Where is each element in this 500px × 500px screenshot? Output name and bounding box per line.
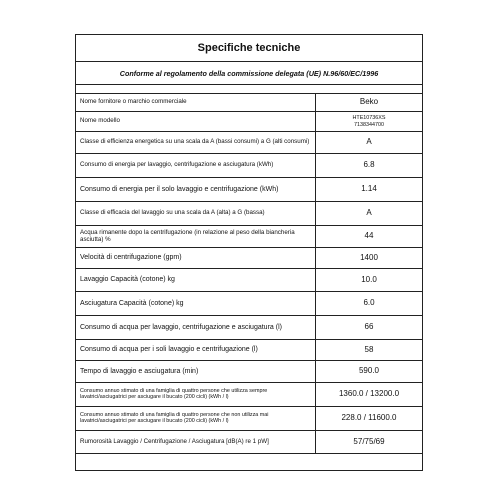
spec-row-supplier: [76, 94, 422, 112]
spec-value: 1.14: [361, 184, 377, 194]
spec-row-energy-class: [76, 132, 422, 154]
spec-row-wash-capacity: [76, 269, 422, 292]
spec-row-dry-capacity: [76, 292, 422, 316]
spec-value: 228.0 / 11600.0: [341, 413, 397, 423]
model-number: 7138344700: [354, 121, 384, 128]
spec-value: 10.0: [361, 274, 377, 284]
spec-row-energy-full: [76, 154, 422, 178]
spec-row-water-full: [76, 316, 422, 340]
spec-label: Tempo di lavaggio e asciugatura (min): [76, 361, 316, 382]
spec-row-annual-with-dryer: [76, 383, 422, 407]
spec-label: Classe di efficacia del lavaggio su una scala da A (alta) a G (bassa): [76, 202, 316, 225]
spec-row-noise: [76, 431, 422, 454]
spec-row-remaining-water: [76, 226, 422, 248]
spec-label: Velocità di centrifugazione (gpm): [76, 248, 316, 268]
spec-value: Beko: [359, 97, 379, 107]
empty-footer-row: [76, 454, 422, 476]
spec-value: 1400: [360, 252, 378, 262]
spec-value: 57/75/69: [353, 436, 385, 446]
sheet-subtitle: Conforme al regolamento della commissione delegata (UE) N.96/60/EC/1996: [76, 62, 422, 85]
spec-row-wash-class: [76, 202, 422, 226]
spec-value: A: [366, 137, 372, 147]
spec-label: Consumo annuo stimato di una famiglia di quattro persone che non utilizza mai lavatrici/asciugatrici per asciugare il bucato (200 cicli) (kWh / l): [76, 407, 316, 430]
spec-value: 6.8: [363, 160, 375, 170]
spec-label: Consumo annuo stimato di una famiglia di quattro persone che utilizza sempre lavatrici/asciugatrici per asciugare il bucato (200 cicli) (kWh / l): [76, 383, 316, 406]
spec-label: Consumo di acqua per i soli lavaggio e centrifugazione (l): [76, 340, 316, 360]
spec-label: Asciugatura Capacità (cotone) kg: [76, 292, 316, 315]
spec-row-spin-speed: [76, 248, 422, 269]
spec-row-model: [76, 112, 422, 132]
spec-row-cycle-time: [76, 361, 422, 383]
spec-value: 590.0: [358, 366, 380, 376]
spec-label: Consumo di energia per il solo lavaggio e centrifugazione (kWh): [76, 178, 316, 201]
spec-row-energy-wash: [76, 178, 422, 202]
spec-value-model: [316, 112, 422, 131]
spec-row-water-wash: [76, 340, 422, 361]
spec-sheet: [75, 34, 423, 471]
spec-value: 58: [364, 344, 374, 354]
spec-value: A: [366, 208, 372, 218]
spec-value: 6.0: [363, 298, 375, 308]
spec-value: 44: [364, 231, 374, 241]
sheet-title: Specifiche tecniche: [76, 35, 422, 62]
spec-row-annual-without-dryer: [76, 407, 422, 431]
spacer-row: [76, 85, 422, 94]
spec-label: Consumo di energia per lavaggio, centrifugazione e asciugatura (kWh): [76, 154, 316, 177]
spec-value: 66: [364, 322, 374, 332]
spec-label: Classe di efficienza energetica su una scala da A (bassi consumi) a G (alti consumi): [76, 132, 316, 153]
spec-label: Acqua rimanente dopo la centrifugazione (in relazione al peso della biancheria asciutta) %: [76, 226, 316, 247]
spec-label: Nome fornitore o marchio commerciale: [76, 94, 316, 111]
model-code: HTE10736XS: [352, 115, 386, 122]
spec-value: 1360.0 / 13200.0: [338, 389, 400, 399]
spec-label: Lavaggio Capacità (cotone) kg: [76, 269, 316, 291]
spec-label: Rumorosità Lavaggio / Centrifugazione / Asciugatura [dB(A) re 1 pW]: [76, 431, 316, 453]
spec-label: Nome modello: [76, 112, 316, 131]
spec-label: Consumo di acqua per lavaggio, centrifugazione e asciugatura (l): [76, 316, 316, 339]
